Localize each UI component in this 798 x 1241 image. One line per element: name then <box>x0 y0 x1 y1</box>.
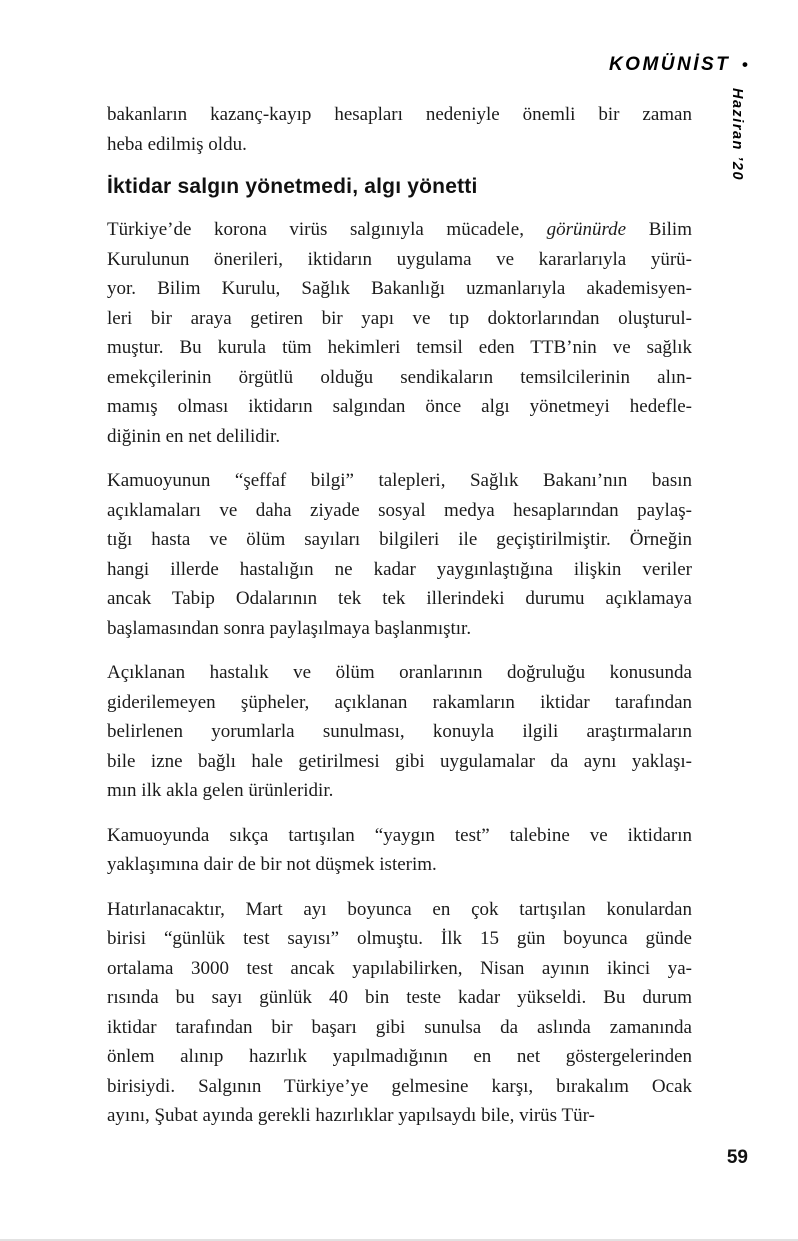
body-text: bile izne bağlı hale getirilmesi gibi uygulamalar da aynı yaklaşı- <box>107 750 692 772</box>
text-line <box>107 983 692 1013</box>
body-text: bakanların kazanç-kayıp hesapları nedeniyle önemli bir zaman <box>107 104 692 125</box>
body-text: ayını, Şubat ayında gerekli hazırlıklar yapılsaydı bile, virüs Tür- <box>107 1105 595 1126</box>
text-line <box>107 392 692 422</box>
text-line <box>107 496 692 526</box>
body-text: ortalama 3000 test ancak yapılabilirken, Nisan ayının ikinci ya- <box>107 957 692 979</box>
text-line <box>107 422 692 452</box>
body-text: Türkiye’de korona virüs salgınıyla mücadele, <box>107 219 547 240</box>
text-line <box>107 555 692 585</box>
text-line <box>107 954 692 984</box>
text-line <box>107 895 692 925</box>
italic-text: görünürde <box>546 219 627 240</box>
text-line <box>107 717 692 747</box>
paragraph <box>107 100 692 159</box>
text-line <box>107 274 692 304</box>
text-line <box>107 821 692 851</box>
body-text: emekçilerinin örgütlü olduğu sendikaların temsilcilerinin alın- <box>107 366 692 388</box>
body-text: leri bir araya getiren bir yapı ve tıp doktorlarından oluşturul- <box>107 307 692 329</box>
text-line <box>107 525 692 555</box>
body-text: ancak Tabip Odalarının tek tek illerindeki durumu açıklamaya <box>107 588 692 609</box>
text-line <box>107 1072 692 1102</box>
text-line <box>107 776 692 806</box>
body-text: Kamuoyunda sıkça tartışılan “yaygın test” talebine ve iktidarın <box>107 824 692 846</box>
text-line <box>107 850 692 880</box>
body-text: tığı hasta ve ölüm sayıları bilgileri ile geçiştirilmiştir. Örneğin <box>107 529 692 550</box>
text-line <box>107 747 692 777</box>
page-number: 59 <box>726 1147 748 1168</box>
text-line <box>107 100 692 130</box>
text-line <box>107 130 692 160</box>
text-line <box>107 304 692 334</box>
body-text: rısında bu sayı günlük 40 bin teste kadar yükseldi. Bu durum <box>107 987 692 1008</box>
body-text: muştur. Bu kurula tüm hekimleri temsil eden TTB’nin ve sağlık <box>107 337 692 358</box>
paragraph <box>107 658 692 806</box>
body-text: heba edilmiş oldu. <box>107 133 247 155</box>
body-text: giderilemeyen şüpheler, açıklanan rakamların iktidar tarafından <box>107 691 692 713</box>
body-text: Açıklanan hastalık ve ölüm oranlarının doğruluğu konusunda <box>107 662 692 683</box>
body-text: Kurulunun önerileri, iktidarın uygulama ve kararlarıyla yürü- <box>107 248 692 270</box>
text-line <box>107 1042 692 1072</box>
paragraph <box>107 466 692 643</box>
body-text: Kamuoyunun “şeffaf bilgi” talepleri, Sağlık Bakanı’nın basın <box>107 470 692 491</box>
body-text: başlamasından sonra paylaşılmaya başlanmıştır. <box>107 617 472 639</box>
body-text: diğinin en net delilidir. <box>107 425 281 447</box>
body-text: yaklaşımına dair de bir not düşmek isterim. <box>107 854 437 875</box>
body-text: birisiydi. Salgının Türkiye’ye gelmesine karşı, bırakalım Ocak <box>107 1075 692 1097</box>
text-line <box>107 245 692 275</box>
body-text: Hatırlanacaktır, Mart ayı boyunca en çok tartışılan konulardan <box>107 898 692 920</box>
body-text: önlem alınıp hazırlık yapılmadığının en net göstergelerinden <box>107 1046 692 1067</box>
text-line <box>107 466 692 496</box>
body-text: belirlenen yorumlarla sunulması, konuyla ilgili araştırmaların <box>107 721 692 742</box>
body-text: mın ilk akla gelen ürünleridir. <box>107 780 334 801</box>
text-column <box>107 100 692 1146</box>
text-line <box>107 584 692 614</box>
text-line <box>107 658 692 688</box>
issue-label: Haziran ’20 <box>729 88 745 182</box>
body-text: yor. Bilim Kurulu, Sağlık Bakanlığı uzmanlarıyla akademisyen- <box>107 278 692 299</box>
text-line <box>107 333 692 363</box>
paragraph <box>107 215 692 451</box>
body-text: mamış olması iktidarın salgından önce algı yönetmeyi hedefle- <box>107 396 692 417</box>
body-text: iktidar tarafından bir başarı gibi sunulsa da aslında zamanında <box>107 1016 692 1038</box>
text-line <box>107 924 692 954</box>
body-text: açıklamaları ve daha ziyade sosyal medya hesaplarından paylaş- <box>107 499 692 521</box>
magazine-title: KOMÜNİST <box>608 54 731 75</box>
header-bullet-icon: • <box>742 55 748 74</box>
text-line <box>107 363 692 393</box>
body-text: Bilim <box>626 219 692 240</box>
section-heading: İktidar salgın yönetmedi, algı yönetti <box>107 175 478 198</box>
body-text: birisi “günlük test sayısı” olmuştu. İlk 15 gün boyunca günde <box>107 928 692 949</box>
text-line <box>107 1101 692 1131</box>
text-line <box>107 1013 692 1043</box>
text-line <box>107 614 692 644</box>
paragraph <box>107 895 692 1131</box>
body-text: hangi illerde hastalığın ne kadar yaygınlaştığına ilişkin veriler <box>107 558 692 580</box>
text-line <box>107 688 692 718</box>
text-line <box>107 215 692 245</box>
page-header <box>609 54 748 76</box>
paragraph <box>107 821 692 880</box>
